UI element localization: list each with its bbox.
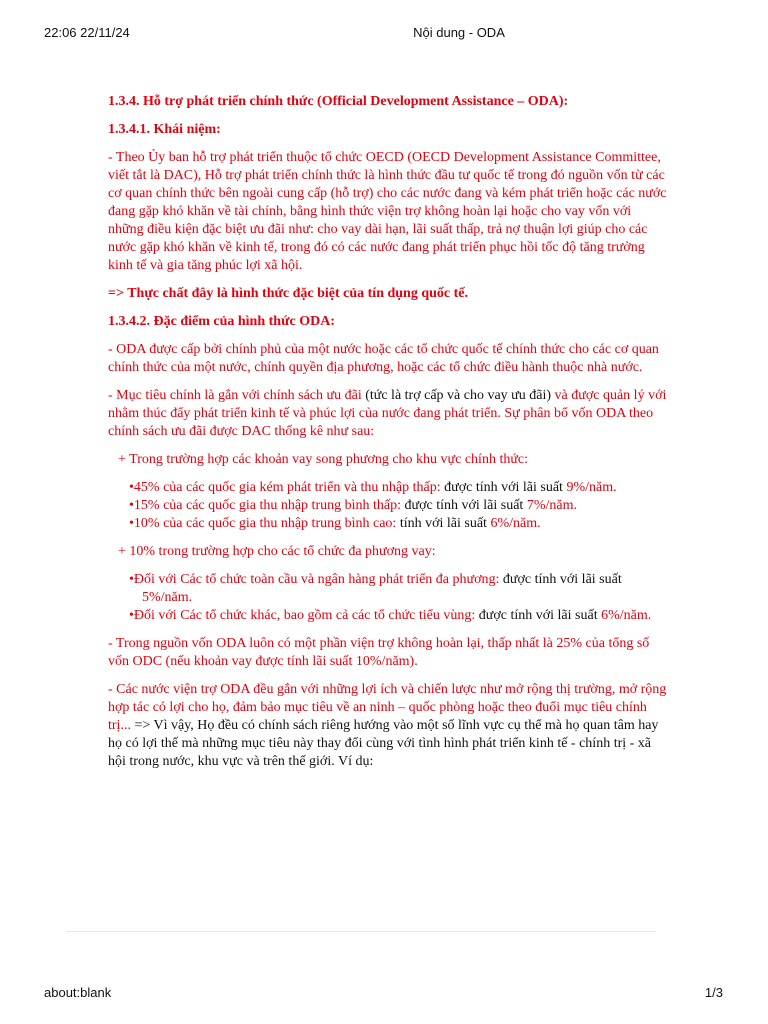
feature-2-part1: - Mục tiêu chính là gắn với chính sách ưu đãi — [108, 388, 366, 403]
bilateral-item-rate: 9%/năm. — [562, 480, 617, 495]
bilateral-item-black: được tính với lãi suất — [401, 498, 524, 513]
print-datetime: 22:06 22/11/24 — [44, 25, 130, 40]
bilateral-item-rate: 6%/năm. — [486, 516, 541, 531]
multilateral-item — [108, 607, 668, 625]
multilateral-item-red: •Đối với Các tổ chức khác, bao gồm cả các tổ chức tiểu vùng: — [129, 608, 476, 623]
donor-paragraph-black: => Vì vậy, Họ đều có chính sách riêng hướng vào một số lĩnh vực cụ thể mà họ quan tâm hay họ có lợi thế mà những mục tiêu này thay đổi cùng với tình hình phát triển kinh tế - chính trị - xã hội trong nước, khu vực và trên thế giới. Ví dụ: — [108, 718, 659, 769]
print-url: about:blank — [44, 985, 112, 1000]
feature-1-paragraph: - ODA được cấp bởi chính phủ của một nước hoặc các tổ chức quốc tế chính thức cho các cơ quan chính thức của một nước, chính quyền địa phương, hoặc các tổ chức điều hành thuộc nhà nước. — [108, 342, 659, 375]
section-heading-1-3-4-1: 1.3.4.1. Khái niệm: — [108, 122, 221, 137]
bilateral-item-red: •45% của các quốc gia kém phát triển và thu nhập thấp: — [129, 480, 441, 495]
feature-2-part2: (tức là trợ cấp và cho vay ưu đãi) — [365, 388, 552, 403]
concept-paragraph: - Theo Ủy ban hỗ trợ phát triển thuộc tổ chức OECD (OECD Development Assistance Committee, viết tắt là DAC), Hỗ trợ phát triển chính thức là hình thức đầu tư quốc tế trong đó nguồn vốn từ các cơ quan chính thức bên ngoài cung cấp (hỗ trợ) cho các nước đang và kém phát triển hoặc các nước đang gặp khó khăn về tài chính, bằng hình thức viện trợ không hoàn lại hoặc cho vay vốn với những điều kiện đặc biệt ưu đãi như: cho vay dài hạn, lãi suất thấp, trả nợ thuận lợi giúp cho các nước gặp khó khăn về kinh tế, trong đó có các nước đang phát triển phục hồi tốc độ tăng trưởng kinh tế và gia tăng phúc lợi xã hội. — [108, 150, 667, 273]
bilateral-item — [108, 515, 668, 533]
multilateral-item-black: được tính với lãi suất — [499, 572, 622, 587]
grant-paragraph: - Trong nguồn vốn ODA luôn có một phần viện trợ không hoàn lại, thấp nhất là 25% của tổng số vốn ODC (nếu khoản vay được tính lãi suất 10%/năm). — [108, 636, 650, 669]
bilateral-item-black: được tính với lãi suất — [440, 480, 563, 495]
bilateral-label: + Trong trường hợp các khoản vay song phương cho khu vực chính thức: — [118, 452, 529, 467]
bilateral-item-rate: 7%/năm. — [523, 498, 577, 513]
bilateral-item-black: tính với lãi suất — [396, 516, 487, 531]
donor-paragraph-red: - Các nước viện trợ ODA đều gắn với những lợi ích và chiến lược như mở rộng thị trường, mở rộng hợp tác có lợi cho họ, đảm bảo mục tiêu về an ninh – quốc phòng hoặc theo đuổi mục tiêu chính trị... — [108, 682, 667, 733]
page-divider — [66, 931, 656, 932]
multilateral-item-rate: 6%/năm. — [597, 608, 652, 623]
feature-2-paragraph — [108, 387, 668, 441]
multilateral-label: + 10% trong trường hợp cho các tổ chức đa phương vay: — [118, 544, 436, 559]
section-heading-1-3-4-2: 1.3.4.2. Đặc điểm của hình thức ODA: — [108, 314, 335, 329]
print-page-number: 1/3 — [704, 985, 723, 1000]
bilateral-item — [108, 479, 668, 497]
multilateral-item-red: •Đối với Các tổ chức toàn cầu và ngân hàng phát triển đa phương: — [129, 572, 500, 587]
print-page-title: Nội dung - ODA — [413, 25, 505, 40]
bilateral-item-red: •15% của các quốc gia thu nhập trung bình thấp: — [129, 498, 401, 513]
multilateral-item — [108, 571, 668, 607]
multilateral-item-black: được tính với lãi suất — [475, 608, 598, 623]
section-heading-1-3-4: 1.3.4. Hỗ trợ phát triển chính thức (Official Development Assistance – ODA): — [108, 94, 569, 109]
donor-paragraph — [108, 681, 668, 771]
bilateral-item-red: •10% của các quốc gia thu nhập trung bình cao: — [129, 516, 397, 531]
conclusion-line: => Thực chất đây là hình thức đặc biệt của tín dụng quốc tế. — [108, 286, 469, 301]
document-body — [108, 93, 668, 771]
multilateral-item-rate: 5%/năm. — [142, 590, 193, 605]
feature-2-part3: và được quản lý với nhằm thúc đẩy phát triển kinh tế và phúc lợi của nước đang phát triển. Sự phân bổ vốn ODA theo chính sách ưu đãi được DAC thống kê như sau: — [108, 388, 667, 439]
bilateral-item — [108, 497, 668, 515]
